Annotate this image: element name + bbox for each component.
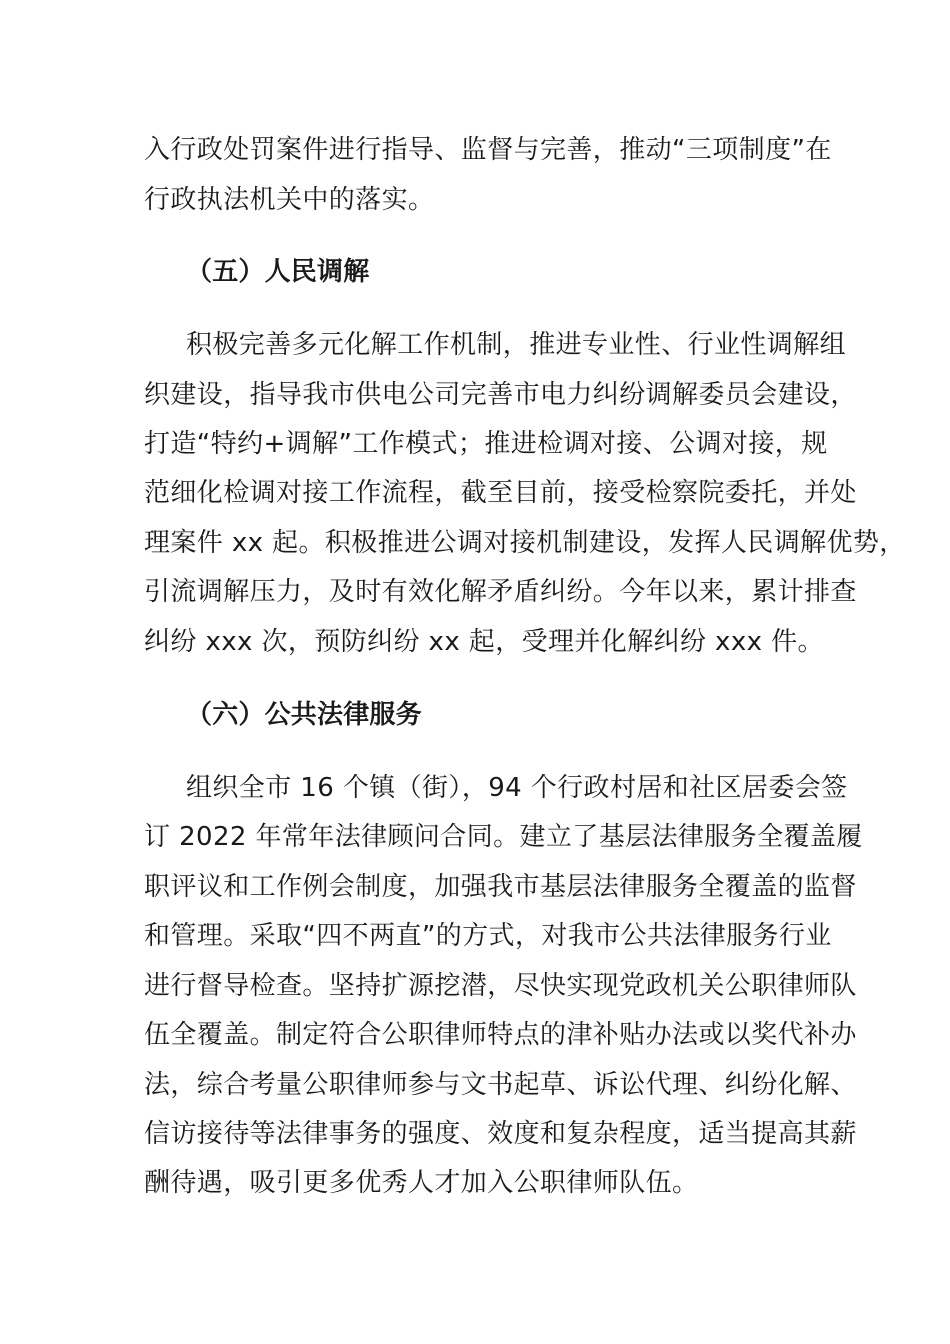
paragraph-line: 范细化检调对接工作流程，截至目前，接受检察院委托，并处 [144,478,857,508]
paragraph-line: 信访接待等法律事务的强度、效度和复杂程度，适当提高其薪 [144,1119,857,1149]
paragraph-line: 纠纷 xxx 次，预防纠纷 xx 起，受理并化解纠纷 xxx 件。 [144,627,824,657]
paragraph-line: 进行督导检查。坚持扩源挖潜，尽快实现党政机关公职律师队 [144,971,857,1001]
paragraph-line: 和管理。采取“四不两直”的方式，对我市公共法律服务行业 [144,921,832,951]
paragraph-line: 打造“特约+调解”工作模式；推进检调对接、公调对接，规 [144,429,828,459]
section-heading-public-legal-services: （六）公共法律服务 [186,700,422,730]
paragraph-line: 理案件 xx 起。积极推进公调对接机制建设，发挥人民调解优势， [144,528,906,558]
paragraph-line: 组织全市 16 个镇（街），94 个行政村居和社区居委会签 [186,773,848,803]
paragraph-line: 积极完善多元化解工作机制，推进专业性、行业性调解组 [186,330,847,360]
paragraph-line: 织建设，指导我市供电公司完善市电力纠纷调解委员会建设， [144,380,857,410]
paragraph-line: 行政执法机关中的落实。 [144,185,435,215]
paragraph-line: 法，综合考量公职律师参与文书起草、诉讼代理、纠纷化解、 [144,1070,857,1100]
paragraph-line: 伍全覆盖。制定符合公职律师特点的津补贴办法或以奖代补办 [144,1020,857,1050]
paragraph-line: 订 2022 年常年法律顾问合同。建立了基层法律服务全覆盖履 [144,822,863,852]
section-heading-people-mediation: （五）人民调解 [186,257,370,287]
paragraph-line: 入行政处罚案件进行指导、监督与完善，推动“三项制度”在 [144,135,832,165]
paragraph-line: 职评议和工作例会制度，加强我市基层法律服务全覆盖的监督 [144,872,857,902]
paragraph-line: 酬待遇，吸引更多优秀人才加入公职律师队伍。 [144,1168,699,1198]
paragraph-line: 引流调解压力，及时有效化解矛盾纠纷。今年以来，累计排查 [144,577,857,607]
